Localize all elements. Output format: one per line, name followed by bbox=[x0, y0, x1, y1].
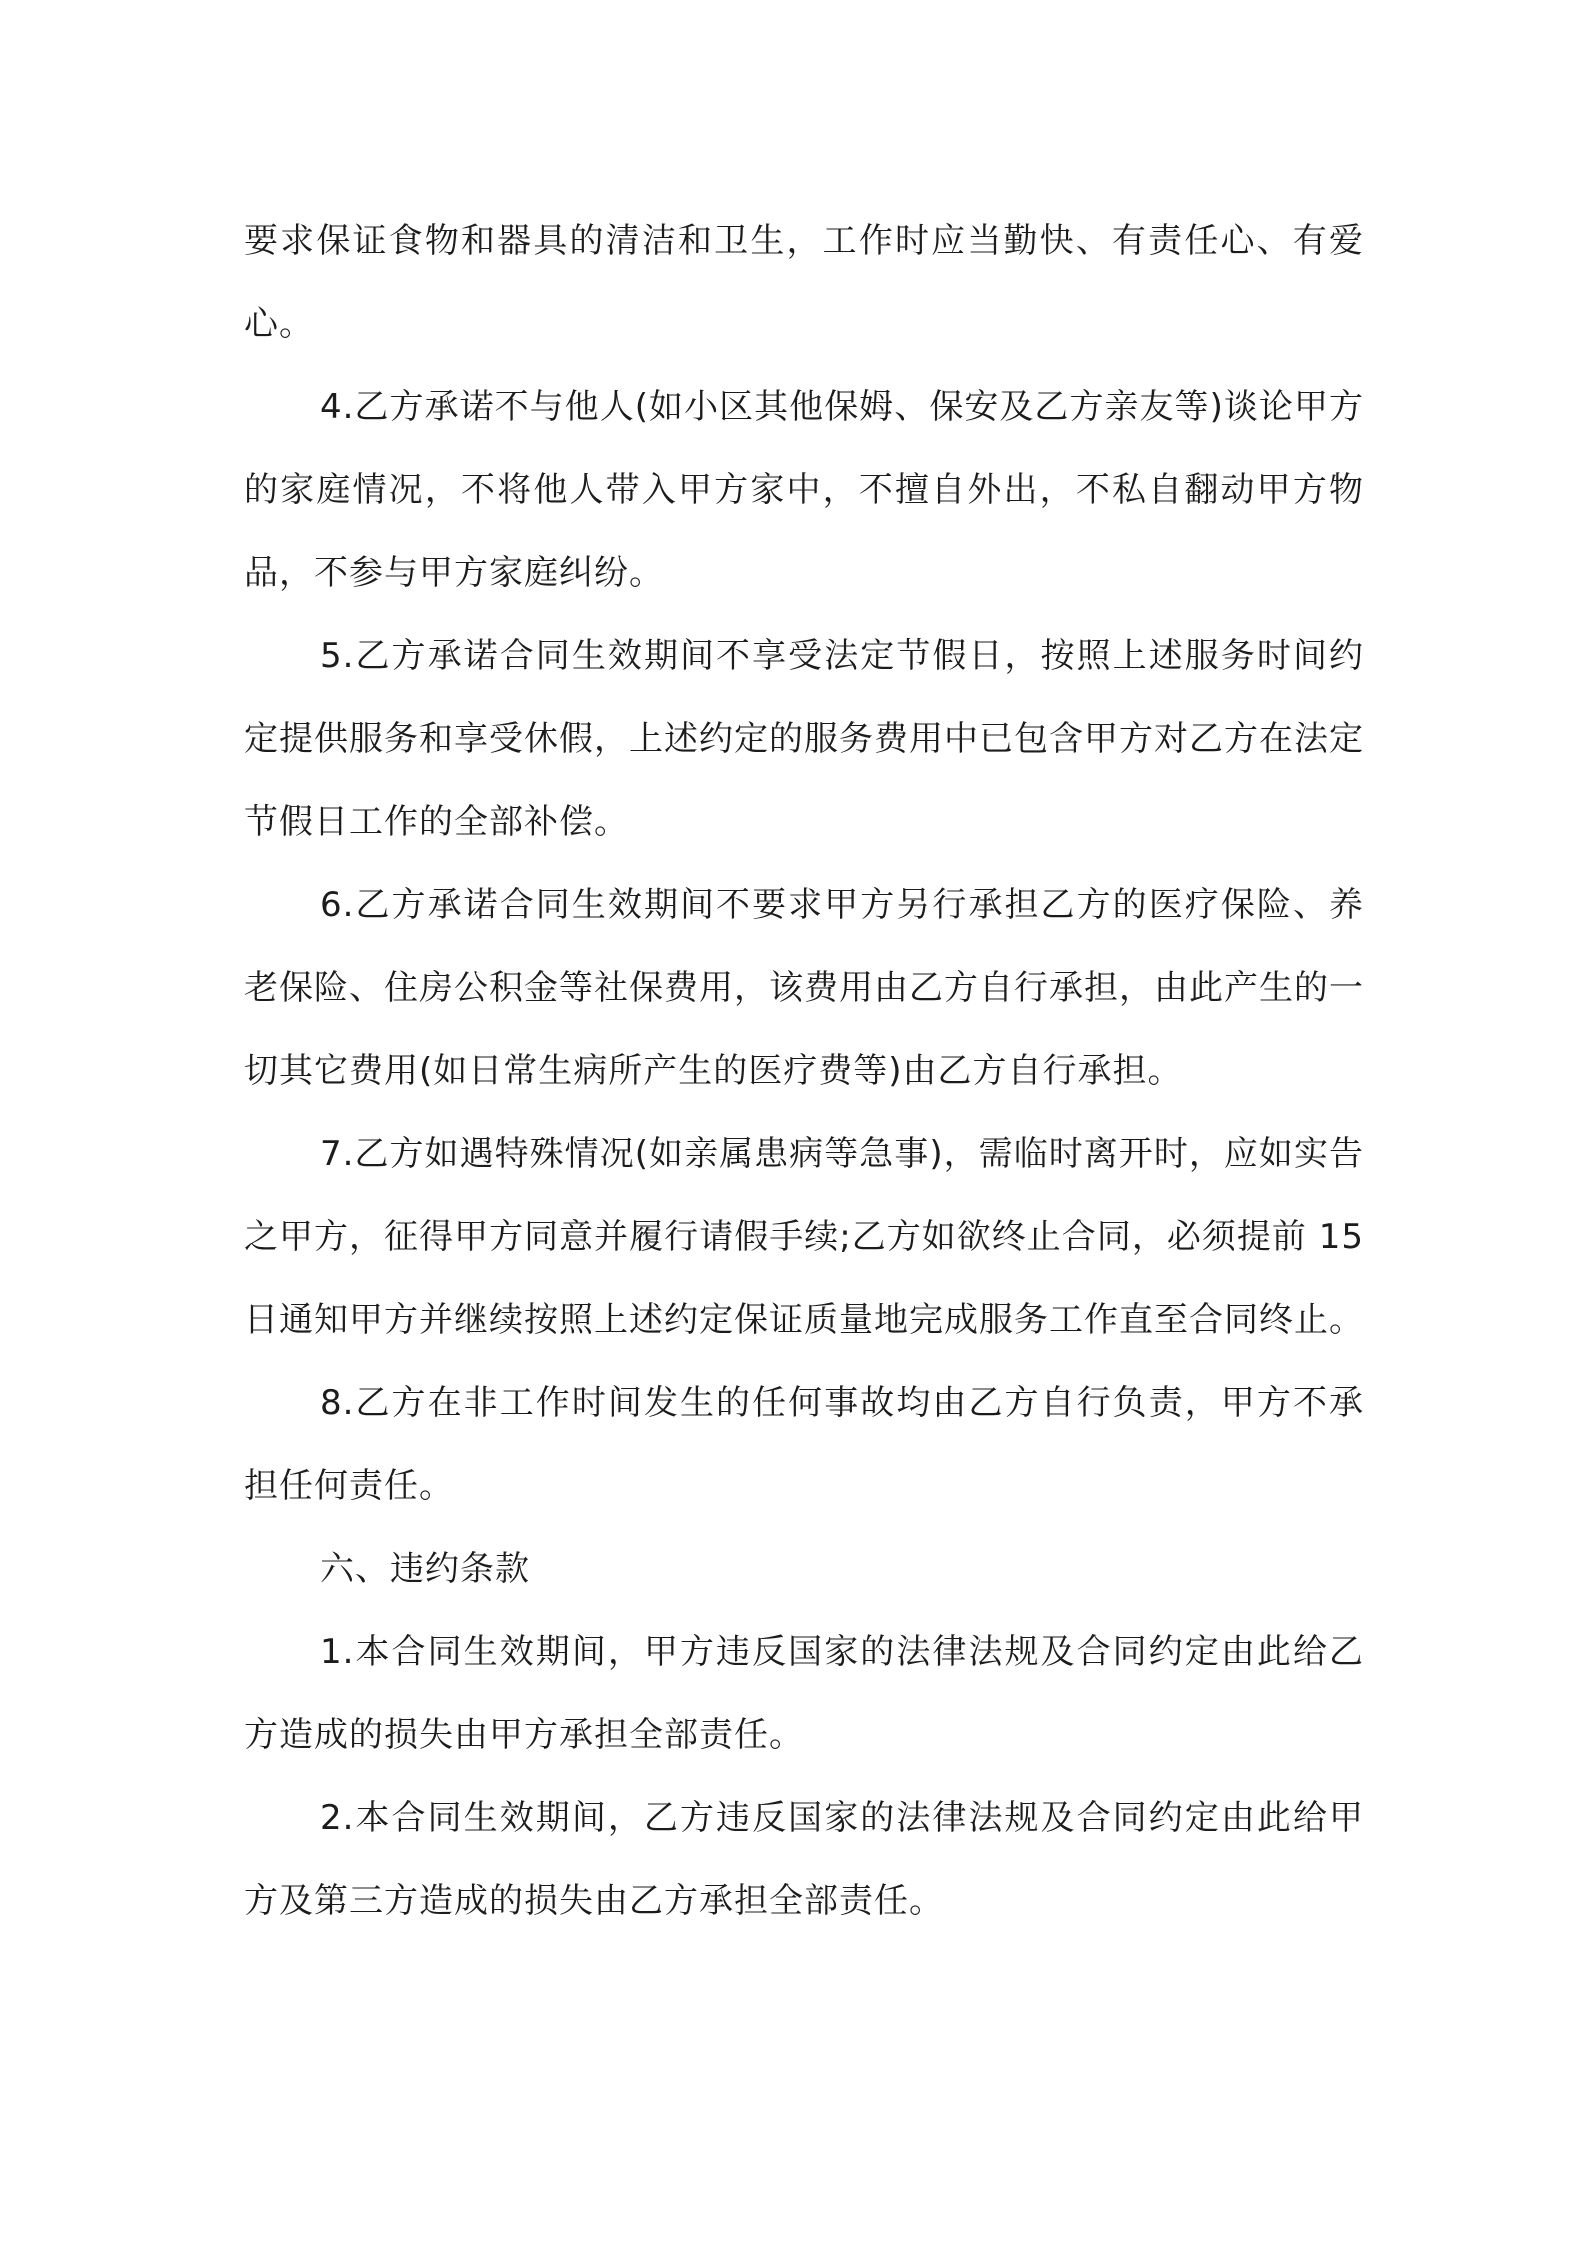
paragraph-breach-1: 1.本合同生效期间，甲方违反国家的法律法规及合同约定由此给乙方造成的损失由甲方承担全部责任。 bbox=[244, 1632, 1364, 1755]
paragraph-clause-7: 7.乙方如遇特殊情况(如亲属患病等急事)，需临时离开时，应如实告之甲方，征得甲方同意并履行请假手续;乙方如欲终止合同，必须提前 15 日通知甲方并继续按照上述约定保证质量地完成服务工作直至合同终止。 bbox=[244, 1134, 1364, 1340]
paragraph-clause-8: 8.乙方在非工作时间发生的任何事故均由乙方自行负责，甲方不承担任何责任。 bbox=[244, 1383, 1364, 1506]
paragraph-clause-4: 4.乙方承诺不与他人(如小区其他保姆、保安及乙方亲友等)谈论甲方的家庭情况，不将他人带入甲方家中，不擅自外出，不私自翻动甲方物品，不参与甲方家庭纠纷。 bbox=[244, 387, 1364, 593]
section-heading-breach: 六、违约条款 bbox=[320, 1549, 530, 1589]
paragraph-continuation: 要求保证食物和器具的清洁和卫生，工作时应当勤快、有责任心、有爱心。 bbox=[244, 221, 1364, 344]
document-body bbox=[244, 200, 1364, 1943]
paragraph-clause-5: 5.乙方承诺合同生效期间不享受法定节假日，按照上述服务时间约定提供服务和享受休假，上述约定的服务费用中已包含甲方对乙方在法定节假日工作的全部补偿。 bbox=[244, 636, 1364, 842]
paragraph-clause-6: 6.乙方承诺合同生效期间不要求甲方另行承担乙方的医疗保险、养老保险、住房公积金等社保费用，该费用由乙方自行承担，由此产生的一切其它费用(如日常生病所产生的医疗费等)由乙方自行承担。 bbox=[244, 885, 1364, 1091]
paragraph-breach-2: 2.本合同生效期间，乙方违反国家的法律法规及合同约定由此给甲方及第三方造成的损失由乙方承担全部责任。 bbox=[244, 1798, 1364, 1921]
